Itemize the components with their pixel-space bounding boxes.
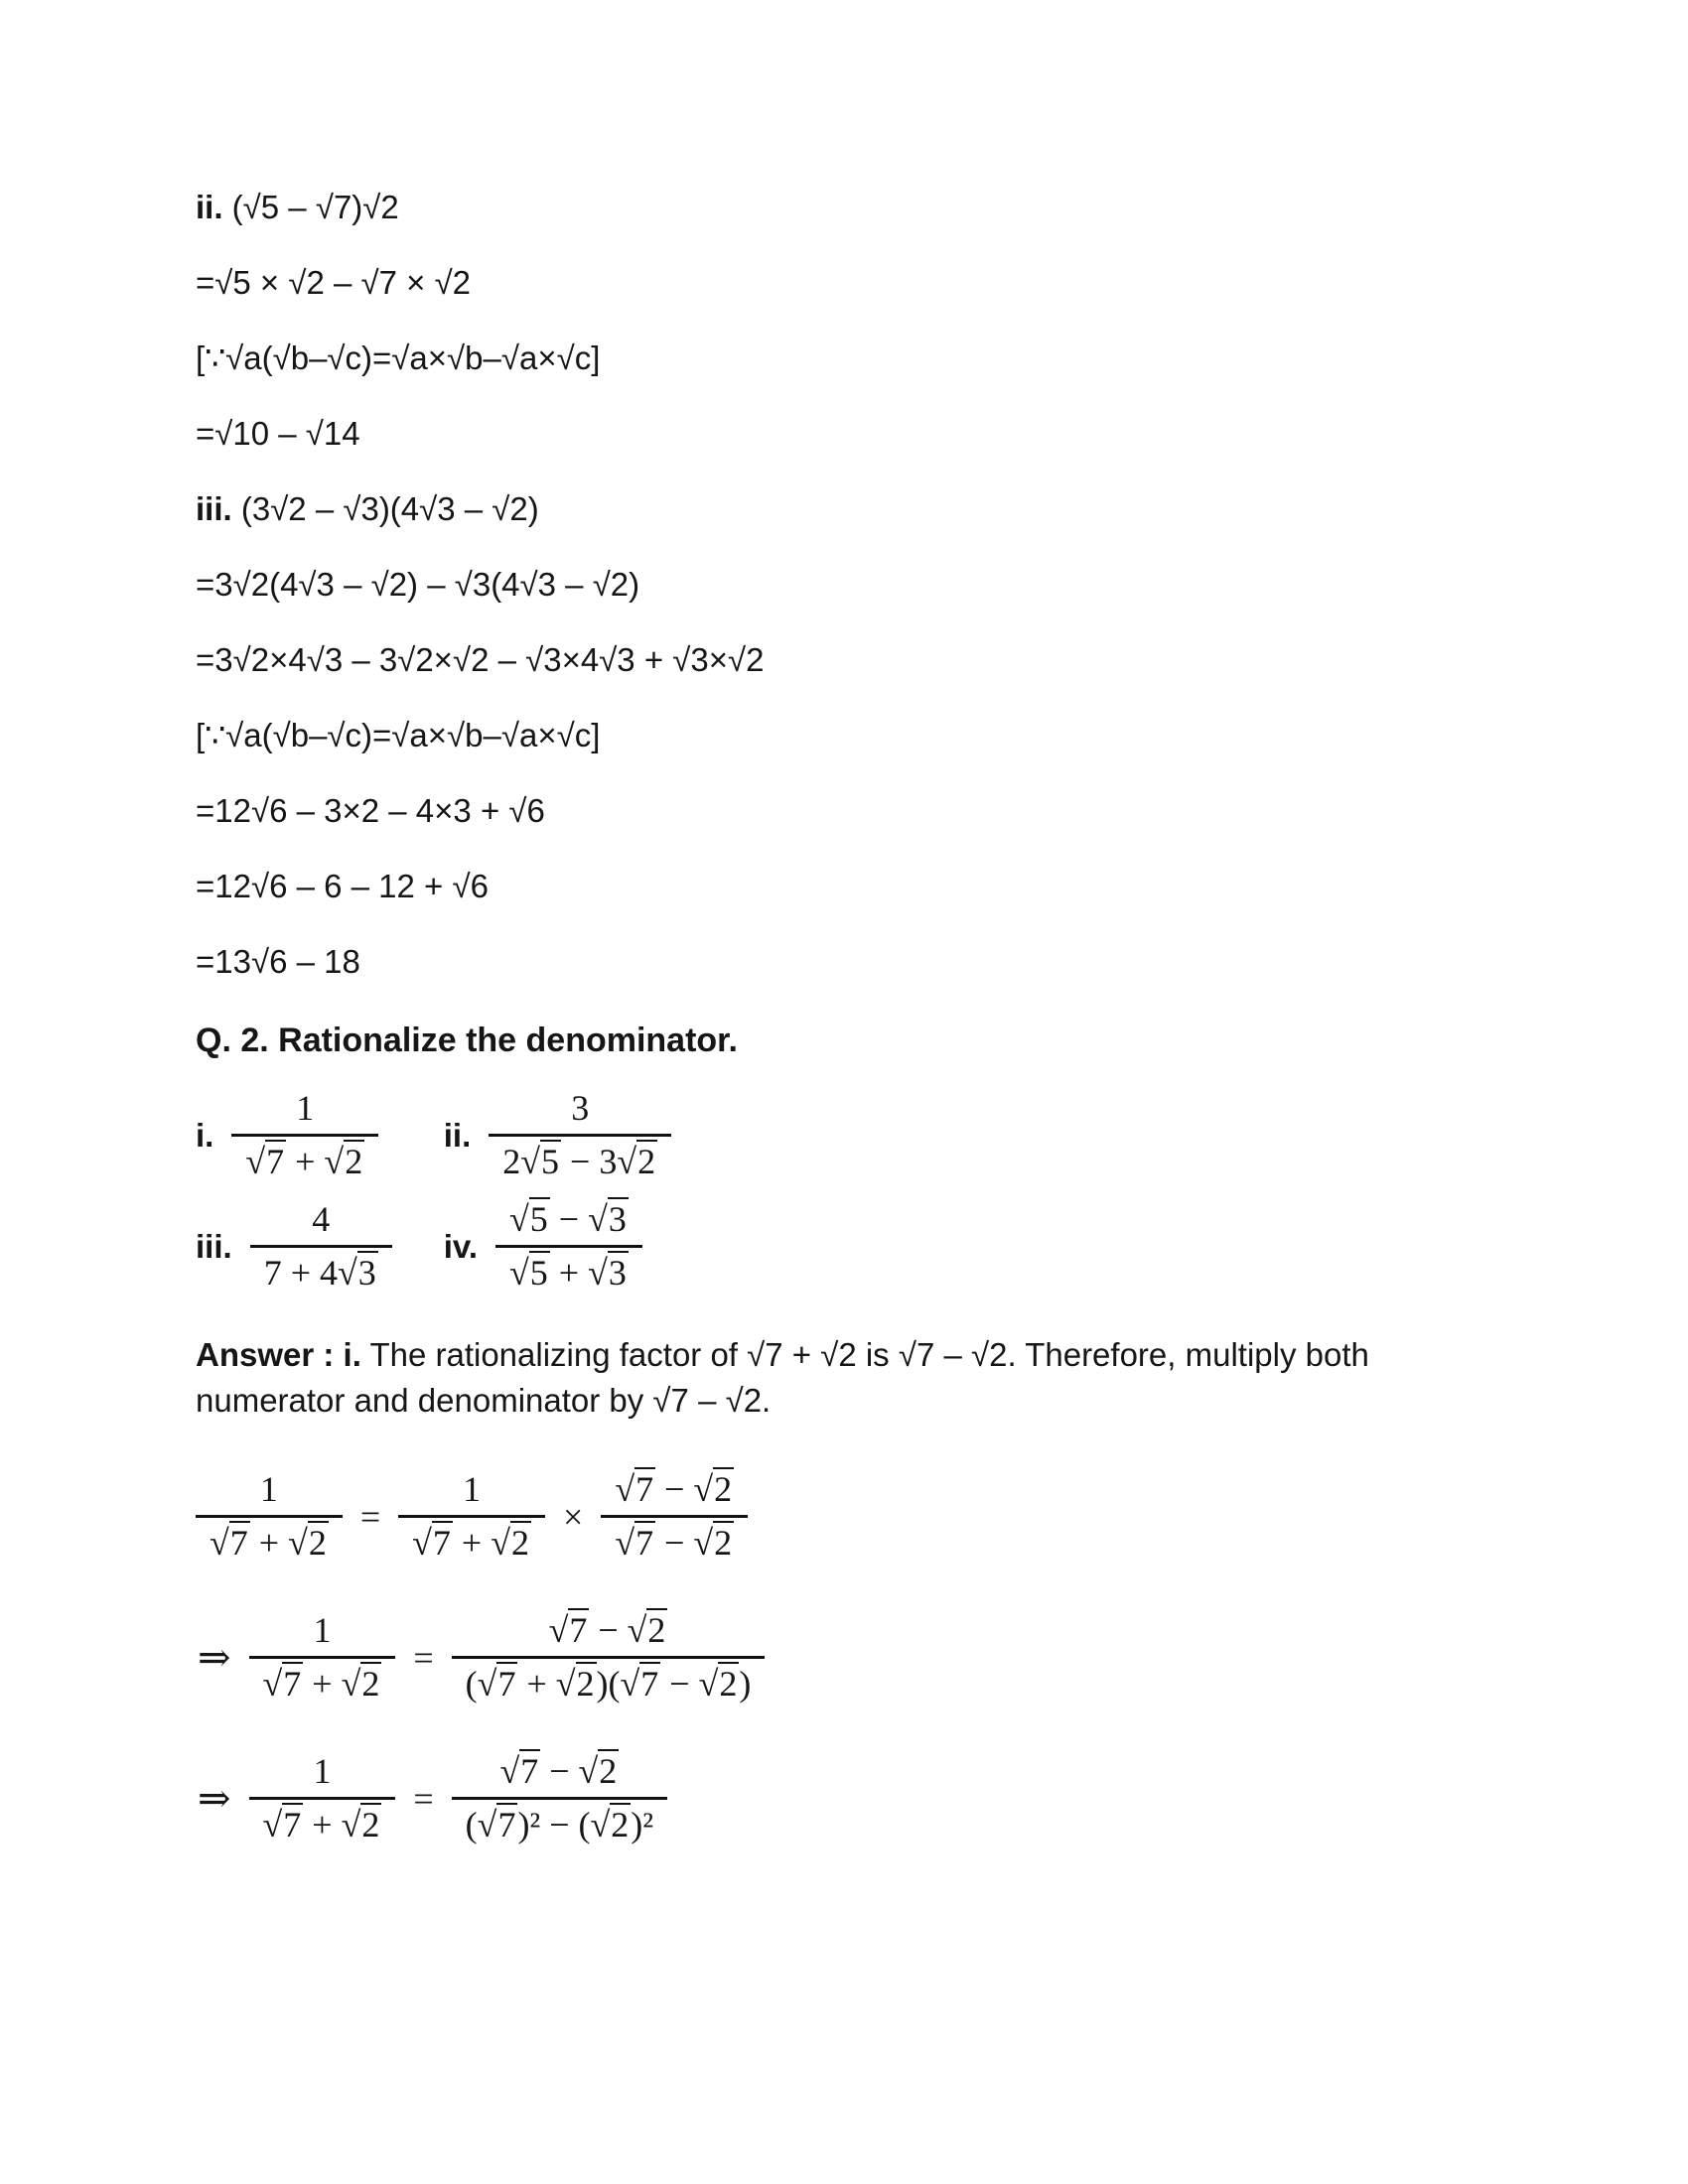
denominator: √7 + √2 [231, 1134, 378, 1184]
radical: √7 [477, 1805, 516, 1845]
solution-line: =12√6 – 6 – 12 + √6 [196, 868, 489, 904]
radical: √2 [627, 1609, 666, 1650]
radical: √2 [288, 1523, 327, 1564]
numerator: 1 [313, 1609, 332, 1650]
solution-line: =13√6 – 18 [196, 943, 360, 980]
radical: √7 [615, 1468, 654, 1509]
fraction [231, 1086, 378, 1185]
radical: √5 [509, 1198, 548, 1239]
solution-line: =√10 – √14 [196, 415, 360, 452]
fraction [452, 1608, 766, 1707]
denominator: √7 + √2 [249, 1797, 396, 1847]
item-label: i. [196, 1116, 214, 1154]
solution-line: =3√2(4√3 – √2) – √3(4√3 – √2) [196, 566, 640, 603]
part-label: ii. [196, 189, 223, 225]
radical: √5 [520, 1142, 560, 1182]
fraction [495, 1197, 642, 1297]
q2-item [196, 1086, 392, 1185]
q2-item [444, 1086, 671, 1185]
radical: √2 [341, 1805, 380, 1845]
q2-item [444, 1197, 671, 1297]
denominator: √7 + √2 [398, 1515, 545, 1566]
denominator: √7 + √2 [249, 1656, 396, 1706]
denominator: (√7 + √2)(√7 − √2) [452, 1656, 766, 1706]
radical: √3 [588, 1198, 627, 1239]
solution-line: =3√2×4√3 – 3√2×√2 – √3×4√3 + √3×√2 [196, 641, 765, 678]
radical: √3 [338, 1253, 376, 1294]
radical: √2 [693, 1523, 733, 1564]
radical: √7 [412, 1523, 451, 1564]
radical: √2 [324, 1142, 363, 1182]
radical: √7 [210, 1523, 248, 1564]
fraction [250, 1197, 392, 1297]
numerator: 1 [463, 1468, 482, 1509]
solution-line: [∵√a(√b–√c)=√a×√b–√a×√c] [196, 717, 601, 753]
radical: √7 [499, 1750, 539, 1791]
answer-paragraph [196, 1332, 1457, 1424]
radical: √2 [341, 1664, 380, 1705]
denominator: 2√5 − 3√2 [489, 1134, 671, 1184]
equation [196, 1600, 1457, 1715]
numerator: 3 [571, 1088, 590, 1128]
denominator: (√7)² − (√2)² [452, 1797, 667, 1847]
q2-fraction-grid [196, 1086, 1457, 1297]
numerator: √7 − √2 [499, 1750, 618, 1791]
answer-label: Answer : i. [196, 1335, 361, 1373]
denominator: 7 + 4√3 [250, 1245, 392, 1296]
operator: = [359, 1496, 381, 1537]
numerator: 1 [296, 1088, 315, 1128]
radical: √5 [509, 1253, 548, 1294]
fraction [249, 1749, 396, 1848]
fraction [452, 1749, 667, 1848]
answer-text: The rationalizing factor of √7 + √2 is √7 – √2. Therefore, multiply both numerator and denominator by √7 – √2. [196, 1335, 1369, 1419]
radical: √7 [548, 1609, 588, 1650]
radical: √2 [491, 1523, 529, 1564]
numerator: √5 − √3 [509, 1198, 627, 1239]
equation [196, 1459, 1457, 1574]
radical: √7 [245, 1142, 285, 1182]
fraction [398, 1467, 545, 1567]
fraction [489, 1086, 671, 1185]
numerator: 1 [313, 1750, 332, 1791]
radical: √2 [555, 1664, 595, 1705]
implies-arrow-icon: ⇒ [198, 1776, 231, 1822]
equation [196, 1741, 1457, 1856]
solution-line: iii. (3√2 – √3)(4√3 – √2) [196, 490, 539, 527]
numerator: √7 − √2 [548, 1609, 666, 1650]
radical: √2 [693, 1468, 733, 1509]
solution-lines [196, 191, 1457, 979]
operator: = [413, 1637, 434, 1678]
fraction [249, 1608, 396, 1707]
denominator: √7 + √2 [196, 1515, 343, 1566]
operator: × [563, 1496, 584, 1537]
fraction [601, 1467, 748, 1567]
q2-item [196, 1197, 392, 1297]
equation-steps [196, 1459, 1457, 1856]
implies-arrow-icon: ⇒ [198, 1635, 231, 1681]
radical: √7 [477, 1664, 516, 1705]
solution-line: ii. (√5 – √7)√2 [196, 189, 399, 225]
numerator: 4 [312, 1198, 331, 1239]
radical: √7 [262, 1664, 302, 1705]
item-label: iv. [443, 1227, 479, 1265]
item-label: iii. [196, 1227, 232, 1265]
part-label: iii. [196, 490, 232, 527]
question-2-heading: Q. 2. Rationalize the denominator. [196, 1022, 738, 1059]
radical: √2 [590, 1805, 630, 1845]
numerator: 1 [259, 1468, 278, 1509]
operator: = [413, 1778, 434, 1819]
item-label: ii. [443, 1116, 472, 1154]
radical: √7 [615, 1523, 654, 1564]
solution-line: =12√6 – 3×2 – 4×3 + √6 [196, 792, 545, 829]
solution-line: [∵√a(√b–√c)=√a×√b–√a×√c] [196, 340, 601, 376]
denominator: √5 + √3 [495, 1245, 642, 1296]
radical: √2 [698, 1664, 738, 1705]
radical: √2 [617, 1142, 656, 1182]
radical: √7 [262, 1805, 302, 1845]
numerator: √7 − √2 [615, 1468, 733, 1509]
document-content [196, 191, 1457, 1882]
denominator: √7 − √2 [601, 1515, 748, 1566]
radical: √3 [588, 1253, 627, 1294]
fraction [196, 1467, 343, 1567]
radical: √7 [620, 1664, 659, 1705]
solution-line: =√5 × √2 – √7 × √2 [196, 264, 472, 301]
radical: √2 [578, 1750, 618, 1791]
